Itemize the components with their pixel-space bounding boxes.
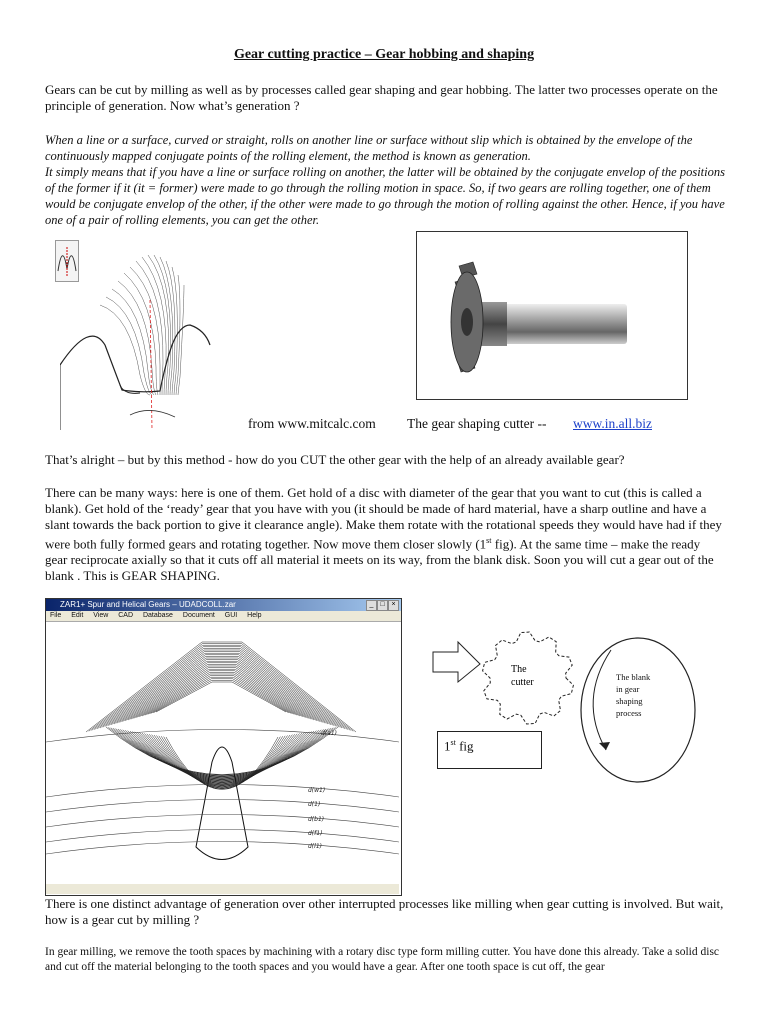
- menu-file[interactable]: File: [50, 612, 62, 619]
- curve-label-d1: d(1): [308, 801, 321, 808]
- question-paragraph: That’s alright – but by this method - how do you CUT the other gear with the help of an already available gear?: [45, 452, 625, 467]
- caption-mitcalc: from www.mitcalc.com: [248, 416, 376, 431]
- curve-label-df1: d(f1): [308, 830, 323, 837]
- fig-label-num: 1: [444, 738, 451, 754]
- blank-label-line2: in gear: [616, 684, 640, 694]
- shaping-text-pre: There can be many ways: here is one of them. Get hold of a disc with diameter of the gear that you want to cut (this is called a blank). Get hold of the ‘ready’ gear that you have with you (it should be made of hard material, have a sharp outline and have a slant towards the back portion to give it clearance angle). Make them rotate with the rotational speeds they would have had if they were both fully formed gears and rotating together. Now move them closer slowly (1: [45, 485, 722, 552]
- menu-database[interactable]: Database: [142, 612, 173, 619]
- fig-label-text: fig: [455, 738, 474, 754]
- curve-label-dw1: d(w1): [308, 787, 326, 794]
- shaping-text-sup: st: [486, 536, 492, 545]
- caption-cutter: The gear shaping cutter --: [407, 416, 547, 431]
- blank-label-line4: process: [616, 708, 642, 718]
- shaping-paragraph: [45, 485, 723, 584]
- feed-arrow-icon: [433, 642, 480, 682]
- milling-paragraph: In gear milling, we remove the tooth spaces by machining with a rotary disc type form milling cutter. You have done this already. Take a solid disc and cut off the material belonging to the tooth spaces and you would have a gear. After one tooth space is cut off, the gear: [45, 946, 720, 973]
- shaping-text-post: fig). At the same time – make the ready gear reciprocate axially so that it cuts off all material it meets on its way, from the blank disk. Soon you will cut a gear out of the blank . This is GEAR SHAPING.: [45, 536, 714, 584]
- intro-paragraph: Gears can be cut by milling as well as by processes called gear shaping and gear hobbing. The latter two processes operate on the principle of generation. Now what’s generation ?: [45, 82, 718, 113]
- minimize-button[interactable]: _: [366, 600, 377, 611]
- zar1-software-window: [45, 598, 402, 896]
- menu-view[interactable]: View: [93, 612, 109, 619]
- curve-label-db1: d(b1): [308, 816, 325, 823]
- menu-cad[interactable]: CAD: [118, 612, 134, 619]
- page-title: Gear cutting practice – Gear hobbing and shaping: [233, 47, 535, 62]
- menu-edit[interactable]: Edit: [71, 612, 84, 619]
- curve-label-da1: d(a1): [321, 730, 337, 737]
- definition-paragraph-1: When a line or a surface, curved or straight, rolls on another line or surface without slip which is obtained by the envelope of the continuously mapped conjugate points of the rolling element, the method is known as generation.: [45, 133, 693, 163]
- close-button[interactable]: ×: [388, 600, 399, 611]
- fig-label-sup: st: [450, 738, 456, 747]
- gear-shaping-cutter-photo: [416, 231, 688, 400]
- definition-paragraph-2: It simply means that if you have a line or surface rolling on another, the latter will be obtained by the conjugate envelop of the positions of the former if it (it = former) were made to go through the rolling motion in space. So, if two gears are rolling together, one of them would be conjugate envelop of the other, if the other were made to go through the motion of rolling against the other. Hence, if you have one of a pair of rolling elements, you can get the other.: [45, 165, 725, 227]
- gear-generation-plot: [46, 622, 399, 894]
- cutter-label-line1: The: [511, 664, 527, 675]
- menu-gui[interactable]: GUI: [224, 612, 238, 619]
- rotation-arrow-icon: [593, 650, 611, 750]
- window-title-bar: [46, 599, 401, 611]
- first-fig-label-box: [437, 731, 542, 769]
- curve-label-dl1: d(l1): [308, 843, 322, 850]
- cutter-label-line2: cutter: [511, 677, 534, 688]
- menu-document[interactable]: Document: [182, 612, 215, 619]
- generation-envelope-figure: [60, 245, 250, 430]
- menu-help[interactable]: Help: [247, 612, 262, 619]
- window-menu-bar: [46, 611, 401, 622]
- window-title: ZAR1+ Spur and Helical Gears – UDADCOLL.zar: [60, 600, 236, 609]
- maximize-button[interactable]: □: [377, 600, 388, 611]
- blank-label-line1: The blank: [616, 672, 651, 682]
- blank-label-line3: shaping: [616, 696, 643, 706]
- advantage-paragraph: There is one distinct advantage of generation over other interrupted processes like milling when gear cutting is involved. But wait, how is a gear cut by milling ?: [45, 896, 724, 927]
- in-all-biz-link[interactable]: www.in.all.biz: [573, 416, 652, 431]
